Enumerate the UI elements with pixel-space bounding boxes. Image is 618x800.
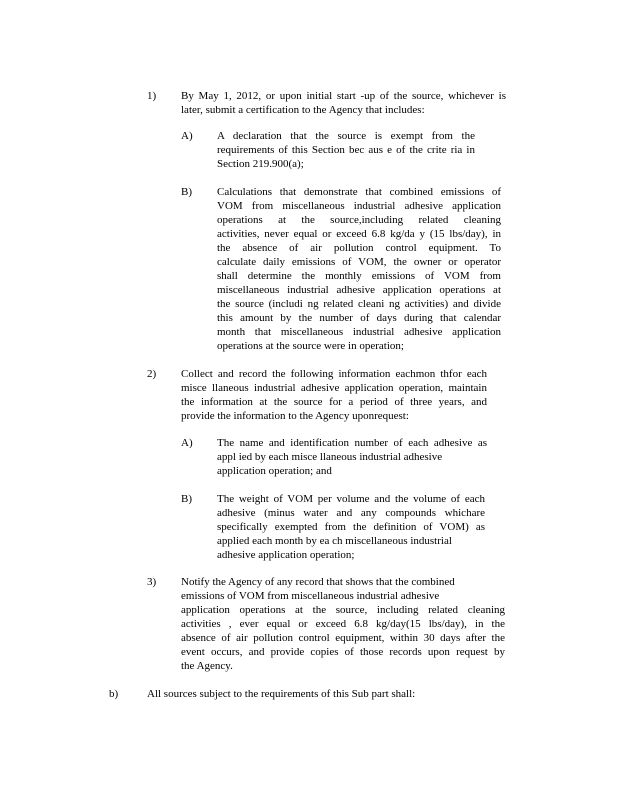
text-line: the absence of air pollution control equipment. To — [217, 242, 501, 254]
text-line: By May 1, 2012, or upon initial start -up of the source, whichever is — [181, 90, 506, 102]
text-line: VOM from miscellaneous industrial adhesive application — [217, 200, 501, 212]
text-line: absence of air pollution control equipment, within 30 days after the — [181, 632, 505, 644]
text-line: adhesive (minus water and any compounds whichare — [217, 507, 485, 519]
paragraph-2b — [217, 492, 485, 562]
text-line: Collect and record the following information eachmon thfor each — [181, 368, 487, 380]
paragraph-1a — [217, 129, 475, 171]
paragraph-1b — [217, 185, 501, 353]
text-line: operations at the source were in operation; — [217, 340, 404, 352]
text-line: the source (includi ng related cleani ng activities) and divide — [217, 298, 501, 310]
section-label: b) — [109, 688, 119, 700]
sub-item-label: A) — [181, 437, 193, 449]
sub-item-label: B) — [181, 493, 192, 505]
paragraph-1 — [181, 89, 506, 117]
item-number: 3) — [147, 576, 157, 588]
text-line: month that miscellaneous industrial adhesive application — [217, 326, 501, 338]
text-line: event occurs, and provide copies of those records upon request by — [181, 646, 505, 658]
text-line: adhesive application operation; — [217, 549, 355, 561]
text-line: application operation; and — [217, 465, 332, 477]
text-line: Calculations that demonstrate that combined emissions of — [217, 186, 501, 198]
text-line: A declaration that the source is exempt from the — [217, 130, 475, 142]
text-line: calculate daily emissions of VOM, the owner or operator — [217, 256, 501, 268]
item-number: 1) — [147, 90, 157, 102]
text-line: Notify the Agency of any record that shows that the combined — [181, 576, 455, 588]
paragraph-3 — [181, 575, 505, 673]
paragraph-2a — [217, 436, 487, 478]
text-line: activities , ever equal or exceed 6.8 kg/day(15 lbs/day), in the — [181, 618, 505, 630]
text-line: misce llaneous industrial adhesive application operation, maintain — [181, 382, 487, 394]
text-line: the information at the source for a period of three years, and — [181, 396, 487, 408]
text-line: miscellaneous industrial adhesive application operations at — [217, 284, 501, 296]
text-line: The weight of VOM per volume and the volume of each — [217, 493, 485, 505]
text-line: later, submit a certification to the Agency that includes: — [181, 104, 425, 116]
text-line: appl ied by each misce llaneous industrial adhesive — [217, 451, 443, 463]
sub-item-label: B) — [181, 186, 192, 198]
text-line: Section 219.900(a); — [217, 158, 304, 170]
text-line: activities, never equal or exceed 6.8 kg/da y (15 lbs/day), in — [217, 228, 501, 240]
text-line: the Agency. — [181, 660, 233, 672]
text-line: The name and identification number of each adhesive as — [217, 437, 487, 449]
text-line: application operations at the source, including related cleaning — [181, 604, 505, 616]
text-line: requirements of this Section bec aus e of the crite ria in — [217, 144, 475, 156]
section-b-text: All sources subject to the requirements of this Sub part shall: — [147, 688, 416, 700]
sub-item-label: A) — [181, 130, 193, 142]
item-number: 2) — [147, 368, 157, 380]
text-line: specifically exempted from the definition of VOM) as — [217, 521, 485, 533]
text-line: applied each month by ea ch miscellaneous industrial — [217, 535, 452, 547]
text-line: operations at the source,including related cleaning — [217, 214, 501, 226]
text-line: this amount by the number of days during that calendar — [217, 312, 501, 324]
text-line: provide the information to the Agency uponrequest: — [181, 410, 409, 422]
text-line: emissions of VOM from miscellaneous industrial adhesive — [181, 590, 440, 602]
paragraph-2 — [181, 367, 487, 423]
text-line: shall determine the monthly emissions of VOM from — [217, 270, 501, 282]
